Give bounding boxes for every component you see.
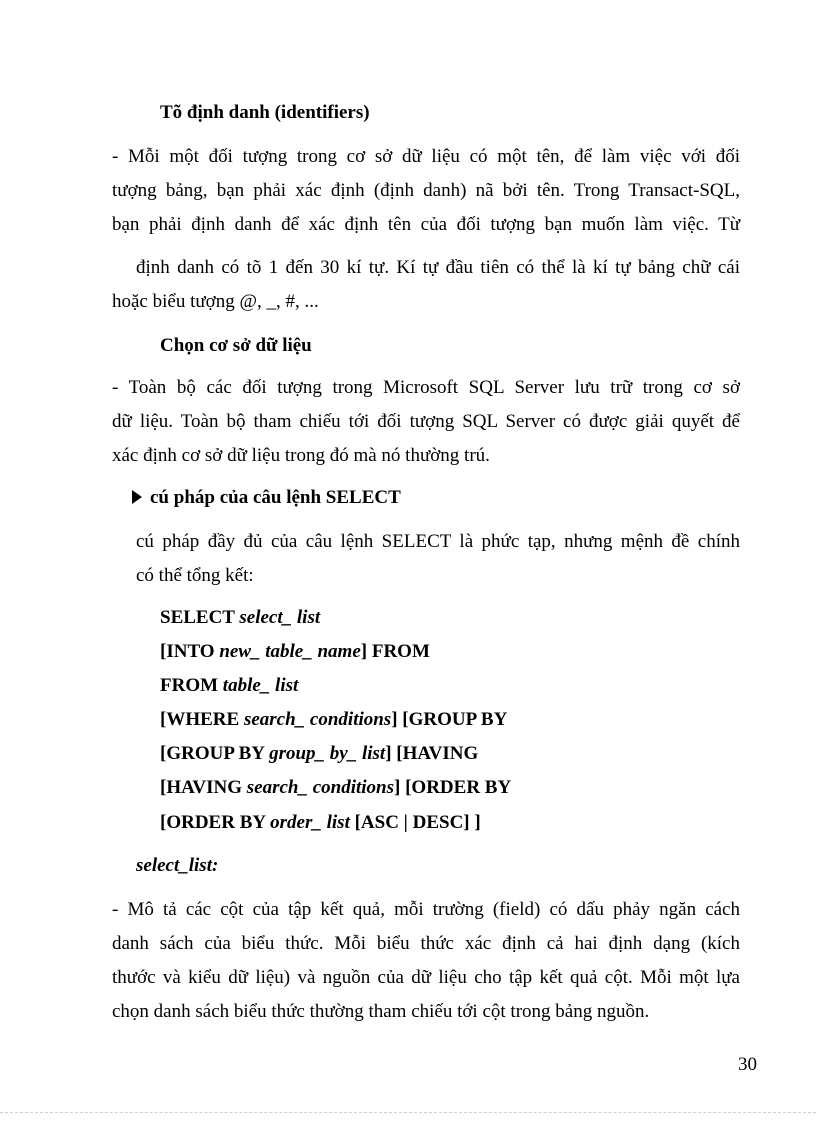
syntax-line: SELECT select_ list	[160, 607, 321, 628]
syntax-line: FROM table_ list	[160, 675, 299, 696]
heading-select-list: select_list:	[136, 855, 219, 876]
page-number: 30	[738, 1054, 757, 1075]
footer-divider	[0, 1112, 816, 1113]
syntax-line: [GROUP BY group_ by_ list] [HAVING	[160, 743, 479, 764]
paragraph-line: hoặc biểu tượng @, _, #, ...	[112, 291, 319, 312]
syntax-line: [INTO new_ table_ name] FROM	[160, 641, 430, 662]
heading-identifiers: Tõ định danh (identifiers)	[160, 102, 370, 123]
syntax-line: [ORDER BY order_ list [ASC | DESC] ]	[160, 812, 481, 833]
heading-choose-database: Chọn cơ sở dữ liệu	[160, 335, 312, 356]
paragraph-line: thước và kiểu dữ liệu) và nguồn của dữ liệu cho tập kết quả cột. Mỗi một lựa	[112, 967, 740, 988]
paragraph-line: - Mô tả các cột của tập kết quả, mỗi trường (field) có dấu phảy ngăn cách	[112, 899, 740, 920]
paragraph-line: - Toàn bộ các đối tượng trong Microsoft SQL Server lưu trữ trong cơ sở	[112, 377, 740, 398]
heading-select-syntax	[132, 486, 401, 510]
paragraph-line: tượng bảng, bạn phải xác định (định danh) nã bởi tên. Trong Transact-SQL,	[112, 180, 740, 201]
paragraph-line: bạn phải định danh để xác định tên của đối tượng bạn muốn làm việc. Từ	[112, 214, 740, 235]
paragraph-line: cú pháp đầy đủ của câu lệnh SELECT là phức tạp, nhưng mệnh đề chính	[136, 531, 740, 552]
syntax-line: [WHERE search_ conditions] [GROUP BY	[160, 709, 508, 730]
heading-select-syntax-text: cú pháp của câu lệnh SELECT	[150, 487, 401, 508]
paragraph-line: chọn danh sách biểu thức thường tham chiếu tới cột trong bảng nguồn.	[112, 1001, 650, 1022]
paragraph-line: có thể tổng kết:	[136, 565, 254, 586]
paragraph-line: xác định cơ sở dữ liệu trong đó mà nó thường trú.	[112, 445, 490, 466]
paragraph-line: dữ liệu. Toàn bộ tham chiếu tới đối tượng SQL Server có được giải quyết để	[112, 411, 740, 432]
paragraph-line: danh sách của biểu thức. Mỗi biểu thức xác định cả hai định dạng (kích	[112, 933, 740, 954]
syntax-line: [HAVING search_ conditions] [ORDER BY	[160, 777, 512, 798]
paragraph-line: định danh có tõ 1 đến 30 kí tự. Kí tự đầu tiên có thể là kí tự bảng chữ cái	[136, 257, 740, 278]
arrow-bullet-icon	[132, 490, 142, 504]
paragraph-line: - Mỗi một đối tượng trong cơ sở dữ liệu có một tên, để làm việc với đối	[112, 146, 740, 167]
